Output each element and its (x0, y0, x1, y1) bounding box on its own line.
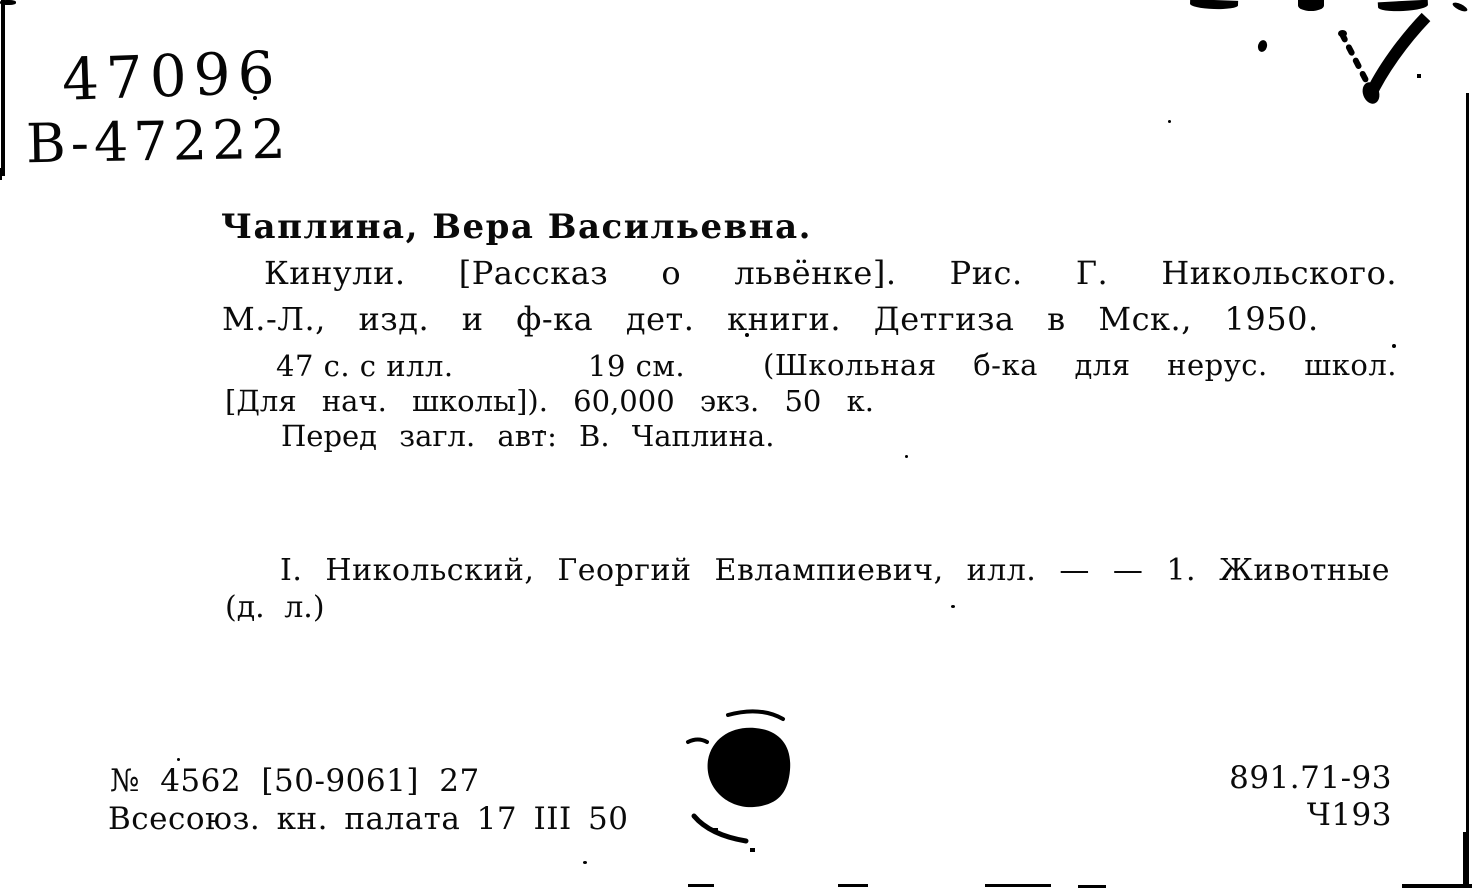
classification-number: 891.71-93 (1229, 760, 1392, 796)
author-heading: Чаплина, Вера Васильевна. (221, 207, 812, 247)
scan-edge-left (1, 0, 5, 176)
scan-smudge (1298, 0, 1324, 11)
scan-speck (177, 758, 180, 761)
scan-speck (1168, 120, 1171, 123)
scan-smudge (1451, 1, 1468, 13)
scan-speck (905, 455, 908, 458)
imprint-line: М.-Л., изд. и ф-ка дет. книги. Детгиза в Мск., 1950. (222, 300, 1319, 338)
pagination: 47 с. с илл. (276, 349, 454, 383)
scan-speck (951, 605, 955, 608)
call-number: В-47222 (25, 107, 292, 176)
scan-bottom-dash (838, 884, 868, 887)
scan-edge-bottom-right (1402, 884, 1472, 888)
classification-block (1229, 760, 1392, 834)
book-chamber-line: Всесоюз. кн. палата 17 III 50 (108, 801, 629, 837)
print-order-number: № 4562 [50-9061] 27 (110, 763, 480, 799)
scan-smudge (1257, 39, 1269, 53)
tracings-line: I. Никольский, Георгий Евлампиевич, илл. — — 1. Животные (280, 553, 1390, 588)
scan-smudge (0, 0, 16, 5)
series-statement-start: (Школьная б-ка для нерус. школ. (763, 348, 1397, 382)
series-statement-end: [Для нач. школы]). 60,000 экз. 50 к. (225, 384, 874, 418)
tracings-continuation: (д. л.) (225, 590, 325, 625)
scan-edge-right (1466, 93, 1469, 888)
accession-number: 47096 (60, 38, 283, 114)
book-size: 19 см. (588, 349, 686, 383)
scan-edge-right-bottom (1463, 832, 1469, 888)
scan-bottom-dash (688, 884, 714, 887)
author-mark: Ч193 (1306, 797, 1392, 833)
scan-speck (583, 861, 587, 864)
scan-bottom-dash (985, 884, 1051, 887)
note-line: Перед загл. авт: В. Чаплина. (281, 419, 775, 453)
scan-smudge (1190, 0, 1238, 10)
scan-edge-left-tip (0, 168, 2, 180)
checkmark-icon (1322, 8, 1452, 118)
title-statement: Кинули. [Рассказ о львёнке]. Рис. Г. Никольского. (264, 254, 1397, 292)
ink-blot-hole (640, 700, 860, 860)
